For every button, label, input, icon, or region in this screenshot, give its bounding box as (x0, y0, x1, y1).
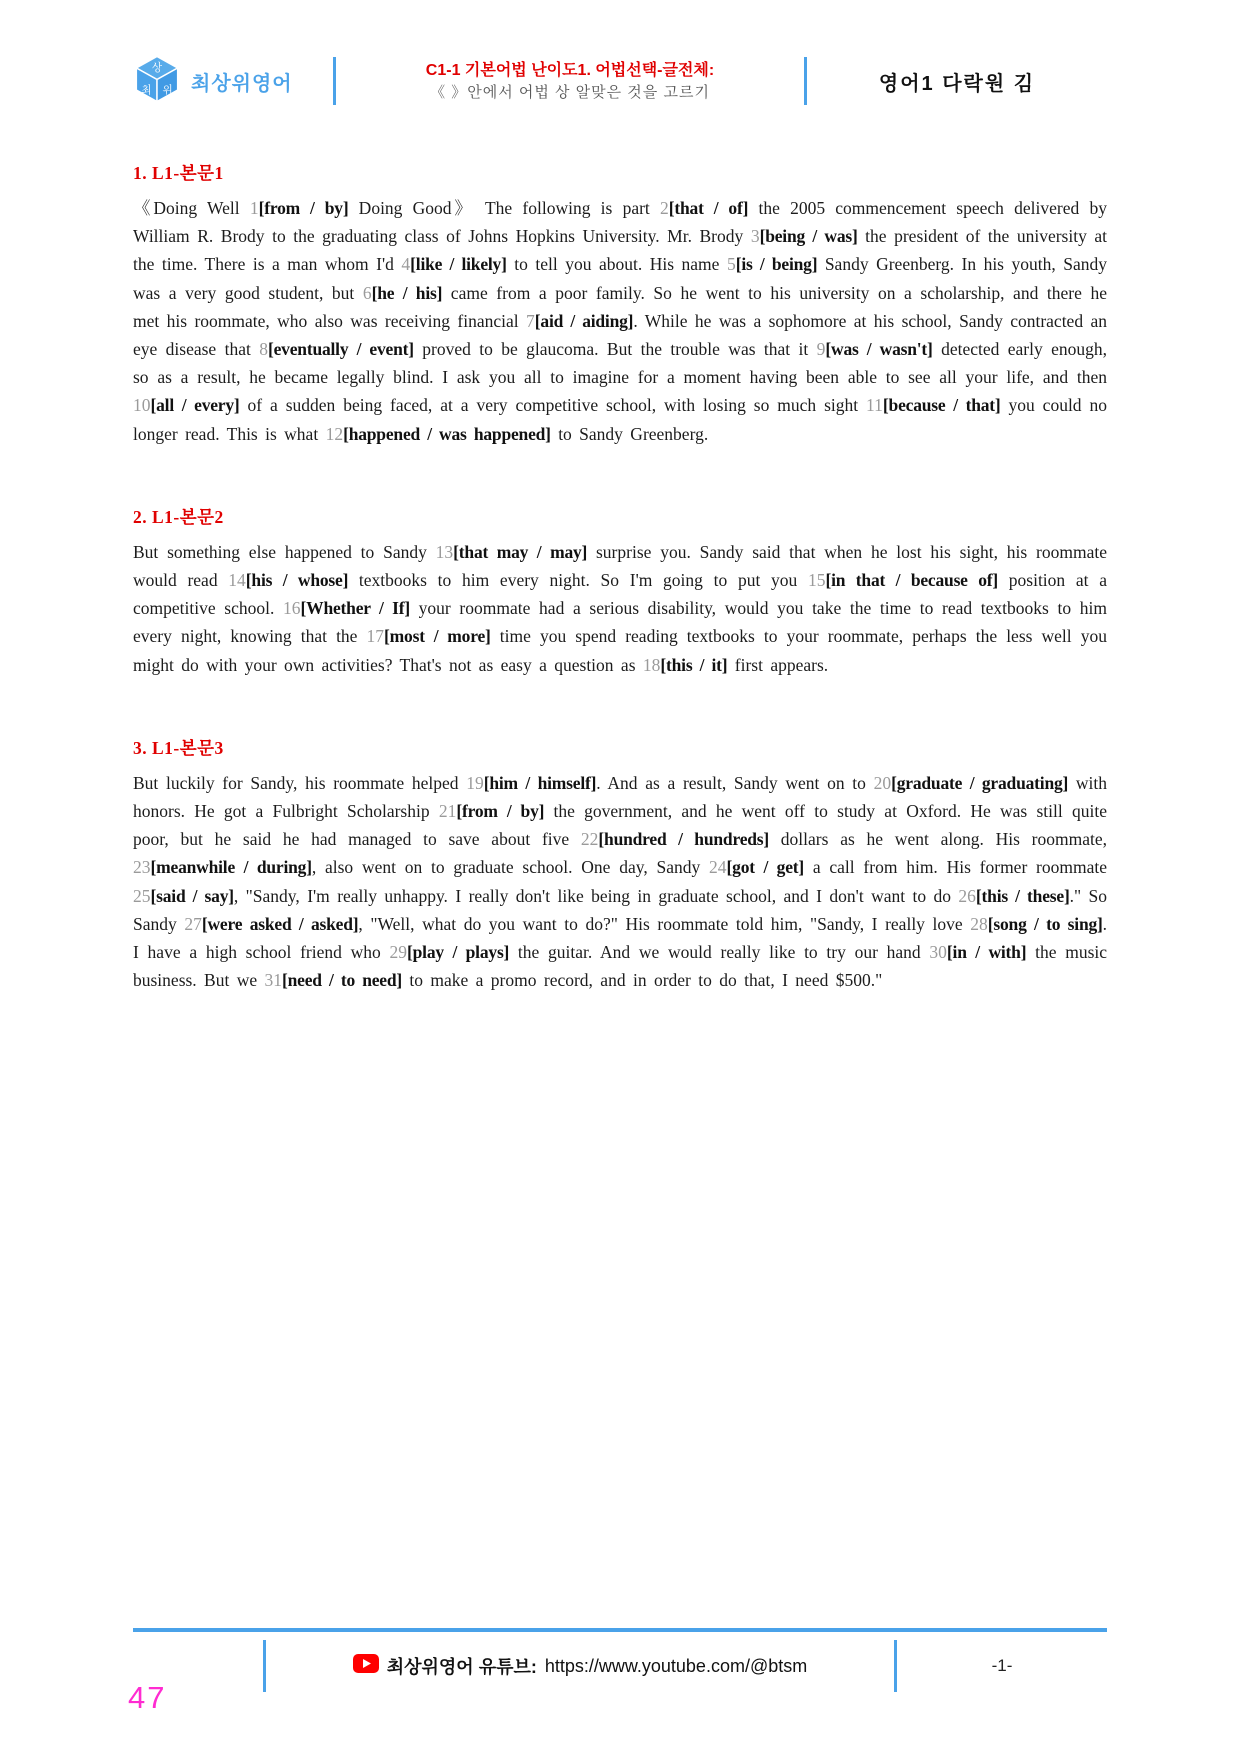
choice-options: [from / by] (456, 801, 545, 822)
choice-options: [like / likely] (410, 254, 507, 275)
footer-channel-url: https://www.youtube.com/@btsm (544, 1655, 808, 1676)
choice-number: 28 (970, 913, 988, 934)
header-subtitle: 《 》안에서 어법 상 알맞은 것을 고르기 (430, 83, 710, 101)
choice-options: [from / by] (258, 198, 349, 218)
choice-number: 23 (133, 857, 151, 878)
choice-options: [need / to need] (282, 970, 403, 991)
choice-options: [Whether / If] (300, 598, 411, 619)
footer-channel (266, 1653, 894, 1679)
choice-number: 18 (642, 654, 661, 675)
choice-options: [his / whose] (245, 570, 349, 591)
choice-options: [hundred / hundreds] (598, 829, 770, 850)
choice-options: [all / every] (150, 395, 240, 416)
brand-name: 최상위영어 (191, 72, 293, 95)
choice-number: 13 (435, 541, 454, 562)
choice-number: 31 (264, 970, 282, 991)
brand-logo (133, 55, 333, 108)
section-2 (133, 504, 1107, 679)
header-center (336, 59, 804, 104)
choice-number: 19 (466, 772, 484, 793)
choice-number: 4 (401, 254, 411, 275)
choice-number: 29 (389, 942, 407, 963)
youtube-play-icon (353, 1654, 379, 1678)
choice-options: [in that / because of] (825, 570, 999, 591)
choice-number: 16 (283, 598, 301, 619)
section-3 (133, 735, 1107, 995)
choice-number: 3 (750, 226, 760, 247)
choice-number: 30 (929, 942, 947, 963)
choice-number: 10 (133, 395, 151, 416)
choice-number: 7 (526, 310, 535, 331)
section-2-title: 2. L1-본문2 (133, 506, 224, 527)
section-1 (133, 160, 1107, 448)
section-2-passage: But something else happened to Sandy 13[that may / may] surprise you. Sandy said that when he lost his sight, his roommate would read 14[his / whose] textbooks to him every night. So I'm going to put you 15[in that / because of] position at a competitive school. 16[Whether / If] your roommate had a serious disability, would you take the time to read textbooks to him every night, knowing that the 17[most / more] time you spend reading textbooks to your roommate, perhaps the less well you might do with your own activities? That's not as easy a question as 18[this / it] first appears. (133, 541, 1108, 675)
page-footer (133, 1640, 1107, 1692)
choice-number: 8 (259, 339, 268, 360)
choice-options: [song / to sing] (987, 913, 1103, 934)
choice-options: [that / of] (668, 198, 749, 218)
header-book-label: 영어1 다락원 김 (878, 72, 1036, 95)
choice-options: [were asked / asked] (201, 913, 359, 934)
brand-cube-icon (133, 55, 181, 108)
section-1-passage: 《Doing Well 1[from / by] Doing Good》 The following is part 2[that / of] the 2005 commencement speech delivered by William R. Brody to the graduating class of Johns Hopkins University. Mr. Brody 3[being / was] the president of the university at the time. There is a man whom I'd 4[like / likely] to tell you about. His name 5[is / being] Sandy Greenberg. In his youth, Sandy was a very good student, but 6[he / his] came from a poor family. So he went to his university on a scholarship, and there he met his roommate, who also was receiving financial 7[aid / aiding]. While he was a sophomore at his school, Sandy contracted an eye disease that 8[eventually / event] proved to be glaucoma. But the trouble was that it 9[was / wasn't] detected early enough, so as a result, he became legally blind. I ask you all to imagine for a moment having been able to see all your life, and then 10[all / every] of a sudden being faced, at a very competitive school, with losing so much sight 11[because / that] you could no longer read. This is what 12[happened / was happened] to Sandy Greenberg. (133, 198, 1108, 444)
choice-number: 5 (726, 254, 736, 275)
choice-number: 22 (580, 829, 599, 850)
page-header (133, 52, 1107, 110)
choice-number: 1 (249, 198, 259, 218)
choice-number: 14 (228, 570, 246, 591)
choice-number: 25 (133, 885, 151, 906)
choice-options: [happened / was happened] (343, 423, 551, 444)
page-number: -1- (991, 1656, 1013, 1675)
section-3-title: 3. L1-본문3 (133, 737, 224, 758)
choice-options: [he / his] (371, 282, 443, 303)
choice-options: [him / himself] (483, 772, 597, 793)
svg-text:상: 상 (151, 61, 163, 74)
choice-options: [because / that] (882, 395, 1001, 416)
choice-options: [most / more] (384, 626, 491, 647)
svg-text:위: 위 (162, 83, 173, 96)
choice-number: 2 (660, 198, 669, 218)
choice-number: 6 (362, 282, 372, 303)
footer-rule (133, 1628, 1107, 1632)
choice-number: 15 (807, 570, 826, 591)
choice-number: 9 (816, 339, 826, 360)
choice-number: 24 (709, 857, 727, 878)
choice-options: [said / say] (150, 885, 234, 906)
choice-number: 17 (366, 626, 385, 647)
choice-options: [eventually / event] (267, 339, 414, 360)
choice-number: 27 (184, 913, 202, 934)
corner-number: 47 (128, 1680, 167, 1715)
choice-options: [was / wasn't] (825, 339, 933, 360)
choice-options: [being / was] (759, 226, 858, 247)
section-3-passage: But luckily for Sandy, his roommate helped 19[him / himself]. And as a result, Sandy went on to 20[graduate / graduating] with honors. He got a Fulbright Scholarship 21[from / by] the government, and he went off to study at Oxford. He was still quite poor, but he said he had managed to save about five 22[hundred / hundreds] dollars as he went along. His roommate, 23[meanwhile / during], also went on to graduate school. One day, Sandy 24[got / get] a call from him. His former roommate 25[said / say], "Sandy, I'm really unhappy. I really don't like being in graduate school, and I don't want to do 26[this / these]." So Sandy 27[were asked / asked], "Well, what do you want to do?" His roommate told him, "Sandy, I really love 28[song / to sing]. I have a high school friend who 29[play / plays] the guitar. And we would really like to try our hand 30[in / with] the music business. But we 31[need / to need] to make a promo record, and in order to do that, I need $500." (133, 772, 1108, 991)
choice-options: [got / get] (726, 857, 805, 878)
choice-options: [graduate / graduating] (891, 772, 1069, 793)
section-1-title: 1. L1-본문1 (133, 163, 224, 183)
choice-options: [this / it] (660, 654, 728, 675)
choice-number: 21 (438, 801, 457, 822)
choice-options: [aid / aiding] (534, 310, 634, 331)
choice-options: [this / these] (975, 885, 1070, 906)
choice-options: [play / plays] (407, 942, 510, 963)
choice-options: [is / being] (735, 254, 818, 275)
footer-channel-label: 최상위영어 유튜브: (386, 1657, 537, 1677)
choice-number: 26 (958, 885, 976, 906)
choice-number: 11 (866, 395, 883, 416)
choice-options: [in / with] (946, 942, 1027, 963)
choice-options: [meanwhile / during] (150, 857, 312, 878)
worksheet-body (133, 160, 1107, 1050)
choice-options: [that may / may] (453, 541, 588, 562)
choice-number: 20 (873, 772, 892, 793)
header-title: C1-1 기본어법 난이도1. 어법선택-글전체: (425, 61, 715, 79)
svg-text:최: 최 (141, 83, 152, 96)
choice-number: 12 (325, 423, 344, 444)
